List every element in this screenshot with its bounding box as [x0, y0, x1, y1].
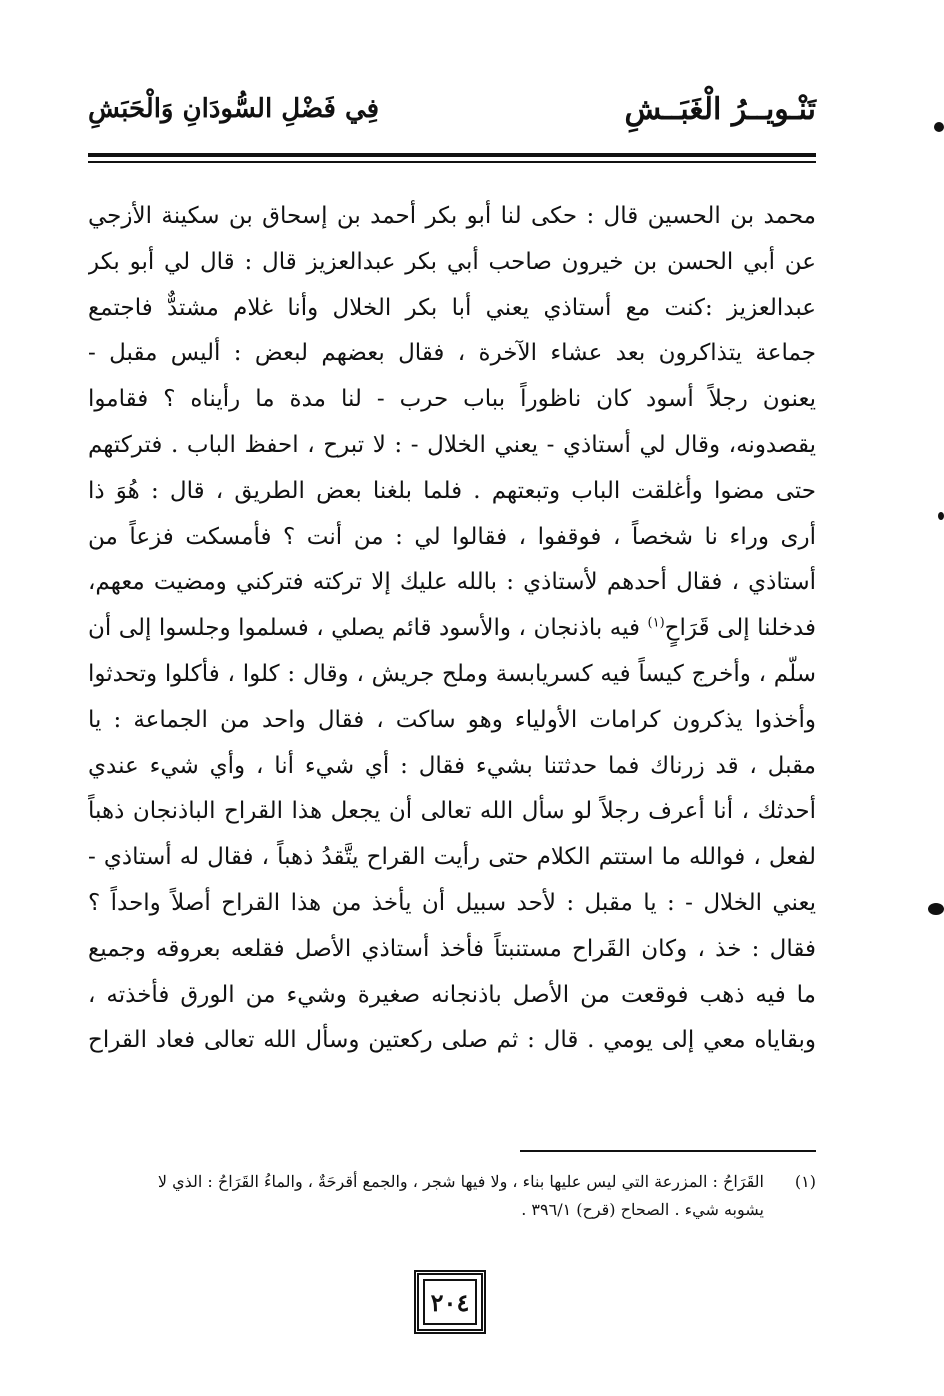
page-number-box	[414, 1270, 486, 1334]
text-line: وأخذوا يذكرون كرامات الأولياء وهو ساكت ، فقال واحد من الجماعة : يا	[88, 706, 816, 733]
text-line: يعنون رجلاً أسود كان ناظوراً بباب حرب - لنا مدة ما رأيناه ؟ فقاموا	[88, 386, 816, 413]
footnote-line: القَرَاحُ : المزرعة التي ليس عليها بناء ، ولا فيها شجر ، والجمع أقرحَةٌ ، والماءُ القَرَاحُ : الذي لا	[157, 1172, 764, 1191]
text-line: أحدثك ، أنا أعرف رجلاً لو سأل الله تعالى أن يجعل هذا القراح الباذنجان ذهباً	[88, 798, 816, 825]
main-text	[88, 194, 816, 1064]
text-line: مقبل ، قد زرناك فما حدثتنا بشيء فقال : أي شيء أنا ، وأي شيء عندي	[88, 752, 816, 779]
page-number: ٢٠٤	[430, 1287, 470, 1317]
line-rest: فيه باذنجان ، والأسود قائم يصلي ، فسلموا وجلسوا إلى أن	[88, 615, 641, 642]
text-line: وبقاياه معي إلى يومي . قال : ثم صلى ركعتين وسأل الله تعالى فعاد القراح	[88, 1027, 816, 1054]
text-line: محمد بن الحسين قال : حكى لنا أبو بكر أحمد بن إسحاق بن سكينة الأزجي	[88, 203, 816, 229]
header-rule-thin	[88, 161, 816, 163]
text-line: عن أبي الحسن بن خيرون صاحب أبي بكر عبدالعزيز قال : قال لي أبو بكر	[88, 248, 816, 275]
running-header	[88, 92, 816, 152]
text-line: سلّم ، وأخرج كيساً فيه كسريابسة وملح جريش ، وقال : كلوا ، فأكلوا وتحدثوا	[88, 660, 816, 687]
text-line: يقصدونه، وقال لي أستاذي - يعني الخلال - : لا تبرح ، احفظ الباب . فتركتهم	[88, 431, 816, 458]
text-line: يعني الخلال - : يا مقبل : لأحد سبيل أن يأخذ من هذا القراح أصلاً واحداً ؟	[88, 889, 816, 916]
footnote-number: (١)	[794, 1172, 816, 1191]
book-subtitle: فِي فَضْلِ السُّودَانِ وَالْحَبَشِ	[88, 94, 380, 124]
text-line: لفعل ، فوالله ما استتم الكلام حتى رأيت القراح يتَّقدُ ذهباً ، فقال له أستاذي -	[88, 844, 816, 871]
footnote	[88, 1168, 816, 1224]
scan-mark	[928, 903, 944, 915]
text-line: ما فيه ذهب فوقعت من الأصل باذنجانه صغيرة وشيء من الورق فأخذته ،	[88, 981, 816, 1008]
scan-mark	[934, 122, 944, 132]
book-title: تَنْـويــرُ الْغَبَــشِ	[624, 92, 816, 127]
text-line: أستاذي ، فقال أحدهم لأستاذي : بالله عليك إلا تركته فتركني ومضيت معهم،	[88, 569, 816, 596]
footnote-separator	[520, 1150, 816, 1152]
text-line: عبدالعزيز :كنت مع أستاذي يعني أبا بكر الخلال وأنا غلام مشتدٌّ فاجتمع	[88, 294, 816, 321]
line-start: فدخلنا إلى قَرَاحٍ	[664, 615, 816, 642]
text-line: حتى مضوا وأغلقت الباب وتبعتهم . فلما بلغنا بعض الطريق ، قال : هُوَ ذا	[88, 477, 816, 504]
text-line: فقال : خذ ، وكان القَراح مستنبتاً فأخذ أستاذي الأصل فقلعه بعروقه وجميع	[88, 935, 816, 962]
text-line: أرى وراء نا شخصاً ، فوقفوا ، فقالوا لي : من أنت ؟ فأمسكت فزعاً من	[88, 523, 816, 550]
text-line-with-footnote	[88, 606, 816, 652]
header-rule-thick	[88, 153, 816, 157]
scan-mark	[938, 512, 944, 520]
footnote-line: يشوبه شيء . الصحاح (قرح) ٣٩٦/١ .	[521, 1200, 764, 1219]
footnote-reference[interactable]: (١)	[647, 615, 665, 631]
text-line: جماعة يتذاكرون بعد عشاء الآخرة ، فقال بعضهم لبعض : أليس مقبل -	[88, 340, 816, 367]
